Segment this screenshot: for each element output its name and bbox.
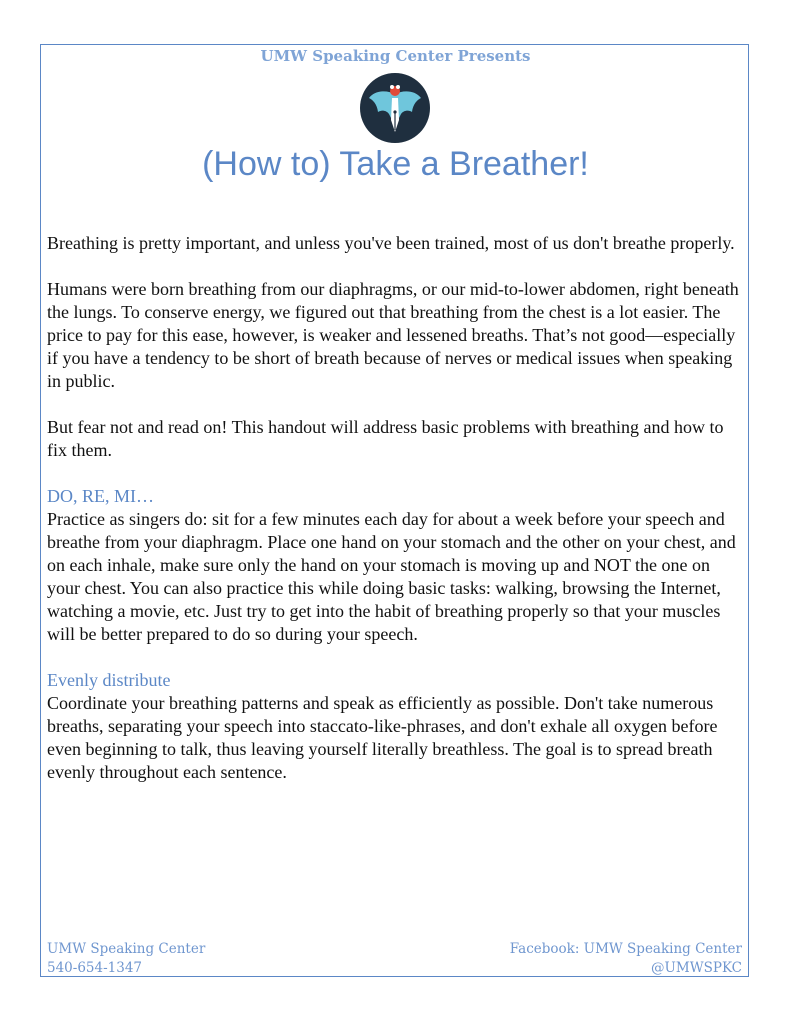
section-do-re-mi [47, 485, 747, 646]
handout-body [47, 232, 747, 807]
footer-social [510, 940, 742, 978]
section-heading: Evenly distribute [47, 670, 171, 690]
section-heading: DO, RE, MI… [47, 486, 154, 506]
intro-paragraph: But fear not and read on! This handout will address basic problems with breathing and how to fix them. [47, 417, 724, 460]
intro-paragraph: Humans were born breathing from our diaphragms, or our mid-to-lower abdomen, right beneath the lungs. To conserve energy, we figured out that breathing from the chest is a lot easier. The price to pay for this ease, however, is weaker and lessened breaths. That’s not good—especially if you have a tendency to be short of breath because of nerves or medical issues when speaking in public. [47, 279, 739, 391]
presents-heading: UMW Speaking Center Presents [260, 47, 531, 65]
section-body: Practice as singers do: sit for a few minutes each day for about a week before your speech and breathe from your diaphragm. Place one hand on your stomach and the other on your chest, and on each inhale, make sure only the hand on your stomach is moving up and NOT the one on your chest. You can also practice this while doing basic tasks: walking, browsing the Internet, watching a movie, etc. Just try to get into the habit of breathing properly so that your muscles will be better prepared to do so during your speech. [47, 509, 736, 644]
intro-paragraph: Breathing is pretty important, and unless you've been trained, most of us don't breathe properly. [47, 233, 735, 253]
section-body: Coordinate your breathing patterns and speak as efficiently as possible. Don't take numerous breaths, separating your speech into staccato-like-phrases, and don't exhale all oxygen before even beginning to talk, thus leaving yourself literally breathless. The goal is to spread breath evenly throughout each sentence. [47, 693, 718, 782]
footer-center-name: UMW Speaking Center [47, 941, 206, 957]
footer-handle: @UMWSPKC [651, 960, 742, 976]
footer-phone: 540-654-1347 [47, 960, 143, 976]
footer-facebook: Facebook: UMW Speaking Center [509, 941, 742, 957]
page-title: (How to) Take a Breather! [202, 145, 589, 183]
speaking-center-logo-icon [359, 72, 431, 144]
section-evenly-distribute [47, 669, 747, 784]
footer-contact [47, 940, 205, 978]
